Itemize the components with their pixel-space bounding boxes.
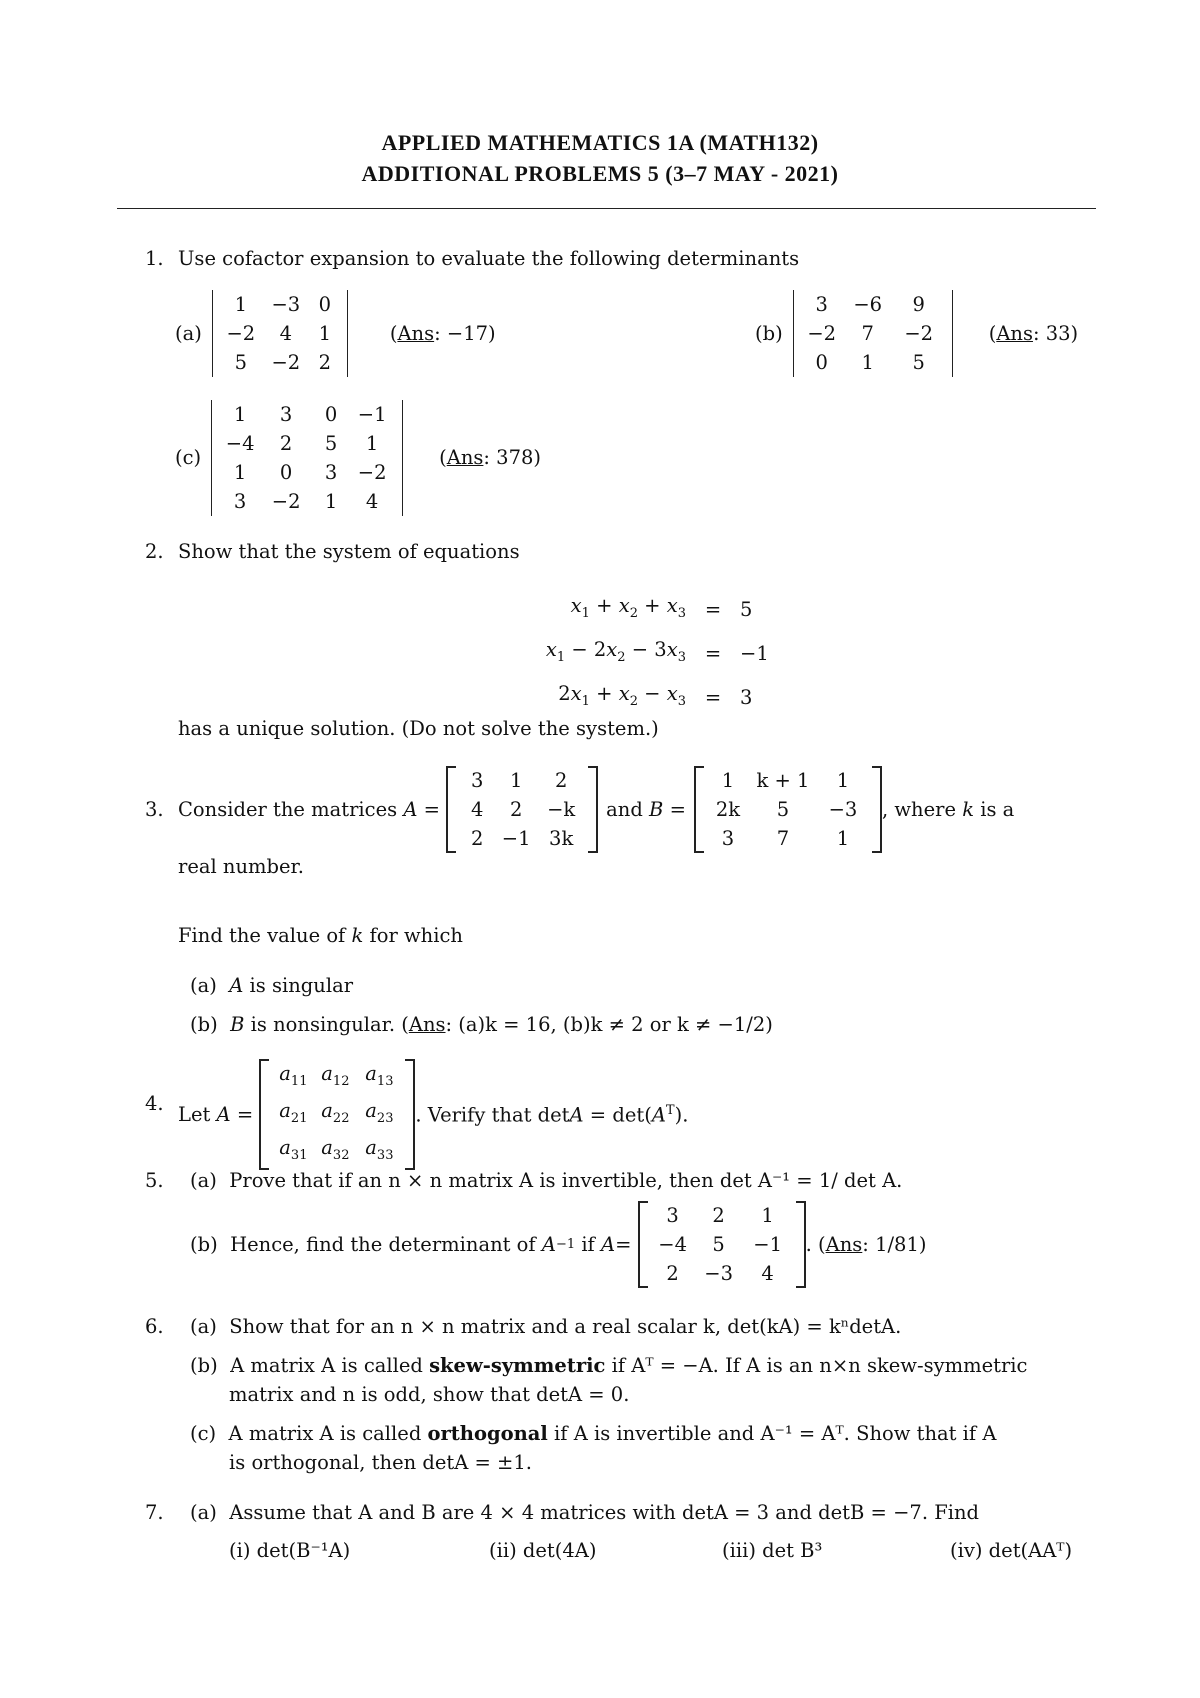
q1c-label: (c) xyxy=(175,446,202,470)
q1b-label: (b) xyxy=(755,321,783,345)
q1c-matrix: 1 3 0 −1 −4 2 5 1 1 0 3 −2 3 −2 1 4 xyxy=(225,403,387,513)
q4-line xyxy=(178,1059,688,1170)
q6b: (b) A matrix A is called skew-symmetric if Aᵀ = −A. If A is an n×n skew-symmetric xyxy=(190,1354,1028,1377)
q2-equation-2: $x_1 - 2x_2 - 3x_3$ = −1 xyxy=(545,637,769,665)
q1a-determinant xyxy=(212,290,348,377)
q5-matrix: 3 2 1 −4 5 −1 2 −3 4 xyxy=(638,1201,806,1288)
q7-number: 7. xyxy=(145,1501,164,1524)
q3-prompt: Consider the matrices A = xyxy=(178,797,447,821)
q6-number: 6. xyxy=(145,1315,164,1338)
q3a: (a) A is singular xyxy=(190,974,354,997)
q2-number: 2. xyxy=(145,540,164,563)
q7-item-ii: (ii) det(4A) xyxy=(489,1539,597,1562)
q1b-matrix: 3 −6 9 −2 7 −2 0 1 5 xyxy=(807,293,934,374)
q1c-determinant xyxy=(211,400,403,516)
q2-conclusion: has a unique solution. (Do not solve the system.) xyxy=(178,717,659,740)
q3-number: 3. xyxy=(145,798,164,821)
q2-prompt: Show that the system of equations xyxy=(178,540,520,563)
q6c: (c) A matrix A is called orthogonal if A is invertible and A⁻¹ = Aᵀ. Show that if A xyxy=(190,1422,997,1445)
q3-matrix-a: 3 1 2 4 2 −k 2 −1 3k xyxy=(446,766,598,853)
q3b: (b) B is nonsingular. (Ans: (a)k = 16, (b)k ≠ 2 or k ≠ −1/2) xyxy=(190,1013,773,1036)
q3-tail: , where k is a xyxy=(881,797,1015,821)
q5b: (b) Hence, find the determinant of A −1 if A = 3 2 1 −4 5 −1 2 −3 4 . (Ans: 1/81) xyxy=(190,1201,926,1288)
q3-find: Find the value of k for which xyxy=(178,924,463,947)
q1c-answer: (Ans: 378) xyxy=(439,446,542,470)
document-title-line2: ADDITIONAL PROBLEMS 5 (3–7 MAY - 2021) xyxy=(361,161,839,186)
q5a: (a) Prove that if an n × n matrix A is invertible, then det A⁻¹ = 1/ det A. xyxy=(190,1169,903,1192)
q3-matrices-line xyxy=(178,766,1014,853)
q7-item-i: (i) det(B⁻¹A) xyxy=(229,1539,351,1562)
q7-item-iii: (iii) det B³ xyxy=(722,1539,823,1562)
q6b-line2: matrix and n is odd, show that detA = 0. xyxy=(229,1383,630,1406)
q5-number: 5. xyxy=(145,1169,164,1192)
q6c-line2: is orthogonal, then detA = ±1. xyxy=(229,1451,532,1474)
q1a-matrix: 1 −3 0 −2 4 1 5 −2 2 xyxy=(226,293,332,374)
q1c xyxy=(175,400,541,516)
q5-answer: . (Ans: 1/81) xyxy=(805,1232,927,1256)
q7-item-iv: (iv) det(AAᵀ) xyxy=(950,1539,1073,1562)
q1b-answer: (Ans: 33) xyxy=(988,321,1079,345)
q4-let: Let A = xyxy=(178,1102,260,1126)
q1b xyxy=(755,290,1078,377)
header-rule xyxy=(117,208,1096,209)
q3-real-number: real number. xyxy=(178,855,304,878)
q2-equation-3: $2x_1 + x_2 - x_3$ = 3 xyxy=(558,681,753,709)
q1a-label: (a) xyxy=(175,321,202,345)
q1a-answer: (Ans: −17) xyxy=(389,321,496,345)
q4-number: 4. xyxy=(145,1092,164,1115)
q3-and: and B = xyxy=(606,797,686,821)
q1-number: 1. xyxy=(145,247,164,270)
q3-matrix-b: 1 k + 1 1 2k 5 −3 3 7 1 xyxy=(694,766,882,853)
q1b-determinant xyxy=(793,290,953,377)
q1-prompt: Use cofactor expansion to evaluate the following determinants xyxy=(178,247,800,270)
q6a: (a) Show that for an n × n matrix and a real scalar k, det(kA) = kⁿdetA. xyxy=(190,1315,902,1338)
q2-system xyxy=(508,588,769,720)
q2-equation-1: $x_1 + x_2 + x_3$ = 5 xyxy=(570,594,753,621)
q7a: (a) Assume that A and B are 4 × 4 matrices with detA = 3 and detB = −7. Find xyxy=(190,1501,980,1524)
q4-matrix: $a_{11}$ $a_{12}$ $a_{13}$ $a_{21}$ $a_{22}$ $a_{23}$ $a_{31}$ $a_{32}$ $a_{33}$ xyxy=(259,1059,415,1170)
q4-verify: . Verify that $\det A = \det(A^T)$. xyxy=(415,1102,689,1127)
q1a xyxy=(175,290,496,377)
document-title-line1: APPLIED MATHEMATICS 1A (MATH132) xyxy=(381,130,819,155)
